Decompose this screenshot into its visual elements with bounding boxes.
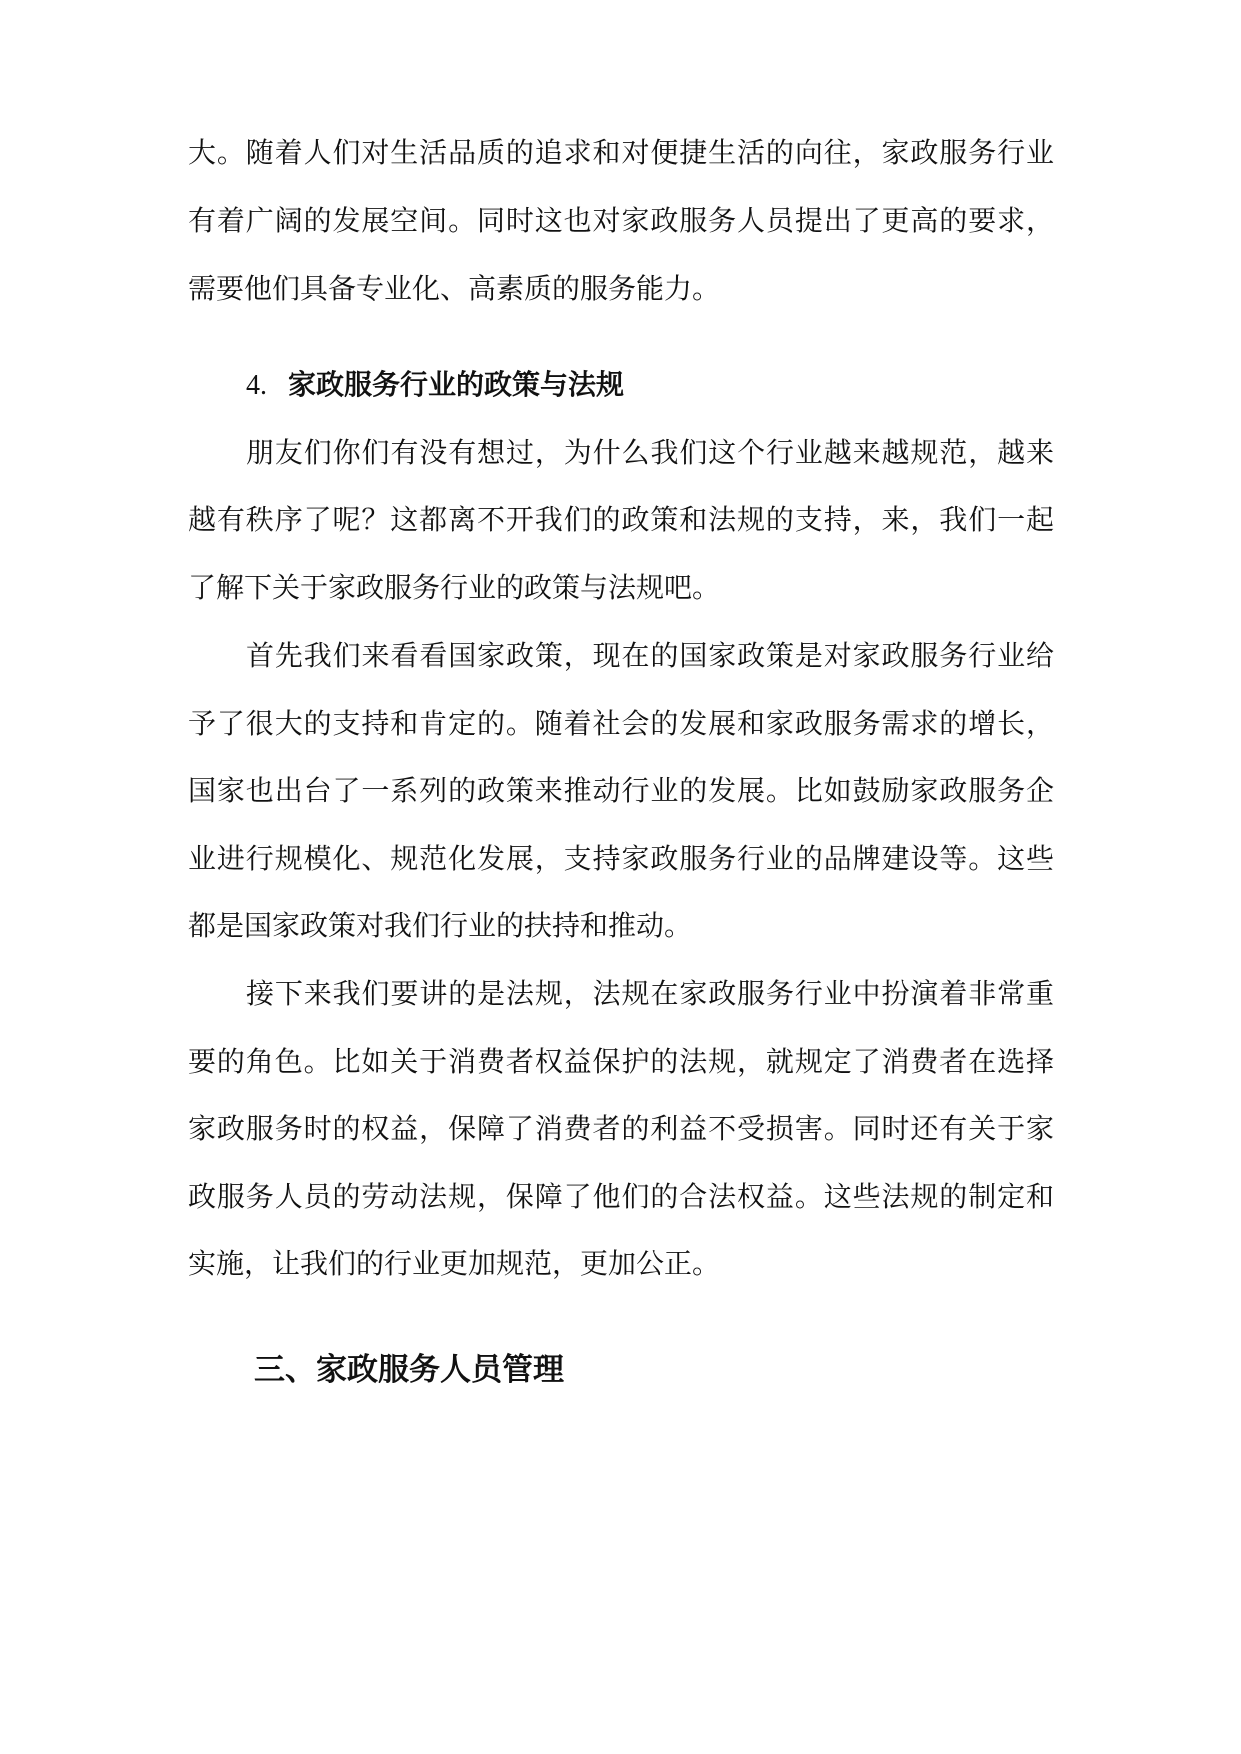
subheading-number: 4. — [246, 370, 267, 401]
paragraph-line: 朋友们你们有没有想过，为什么我们这个行业越来越规范，越来 — [246, 436, 1054, 469]
paragraph-line: 越有秩序了呢？这都离不开我们的政策和法规的支持，来，我们一起 — [188, 503, 1054, 536]
paragraph-line: 大。随着人们对生活品质的追求和对便捷生活的向往，家政服务行业 — [188, 136, 1054, 169]
paragraph-line: 首先我们来看看国家政策，现在的国家政策是对家政服务行业给 — [246, 639, 1054, 672]
paragraph-line: 要的角色。比如关于消费者权益保护的法规，就规定了消费者在选择 — [188, 1045, 1054, 1078]
section-heading: 三、家政服务人员管理 — [254, 1352, 564, 1388]
paragraph-line: 需要他们具备专业化、高素质的服务能力。 — [188, 272, 721, 305]
paragraph-line: 业进行规模化、规范化发展，支持家政服务行业的品牌建设等。这些 — [188, 842, 1054, 875]
paragraph-line: 实施，让我们的行业更加规范，更加公正。 — [188, 1247, 721, 1280]
paragraph-line: 接下来我们要讲的是法规，法规在家政服务行业中扮演着非常重 — [246, 977, 1054, 1010]
paragraph-line: 政服务人员的劳动法规，保障了他们的合法权益。这些法规的制定和 — [188, 1180, 1054, 1213]
paragraph-line: 了解下关于家政服务行业的政策与法规吧。 — [188, 571, 721, 604]
subheading-title: 家政服务行业的政策与法规 — [288, 368, 625, 401]
paragraph-line: 有着广阔的发展空间。同时这也对家政服务人员提出了更高的要求， — [188, 204, 1054, 237]
paragraph-line: 予了很大的支持和肯定的。随着社会的发展和家政服务需求的增长， — [188, 707, 1054, 740]
paragraph-line: 都是国家政策对我们行业的扶持和推动。 — [188, 909, 693, 942]
paragraph-line: 国家也出台了一系列的政策来推动行业的发展。比如鼓励家政服务企 — [188, 774, 1054, 807]
subheading — [246, 365, 624, 406]
paragraph-line: 家政服务时的权益，保障了消费者的利益不受损害。同时还有关于家 — [188, 1112, 1054, 1145]
